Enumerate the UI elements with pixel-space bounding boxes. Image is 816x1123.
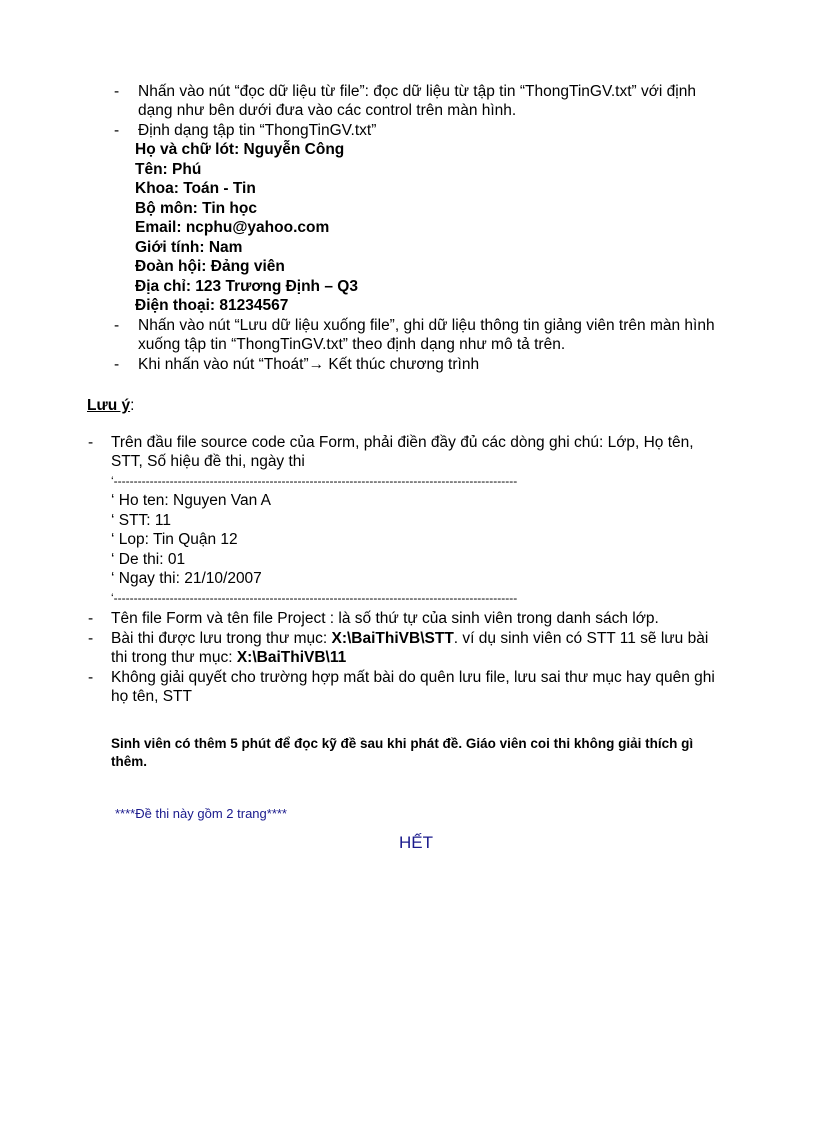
bullet: - bbox=[114, 317, 120, 334]
format-line: Đoàn hội: Đảng viên bbox=[135, 258, 285, 275]
note-item3-line1 bbox=[111, 629, 708, 649]
bullet: - bbox=[88, 434, 94, 451]
item-exit: Khi nhấn vào nút “Thoát”→ Kết thúc chương trình bbox=[138, 356, 480, 373]
format-line: Tên: Phú bbox=[135, 161, 202, 178]
item-save-file-line2: xuống tập tin “ThongTinGV.txt” theo định dạng như mô tả trên. bbox=[138, 336, 566, 353]
format-line: Họ và chữ lót: Nguyễn Công bbox=[135, 141, 345, 158]
bullet: - bbox=[88, 630, 94, 647]
instruction-line2: thêm. bbox=[111, 754, 148, 769]
bullet: - bbox=[88, 669, 94, 686]
comment-line: ‘ STT: 11 bbox=[111, 512, 172, 529]
instruction-line1: Sinh viên có thêm 5 phút để đọc kỹ đề sau khi phát đề. Giáo viên coi thi không giải thích gì bbox=[111, 736, 694, 751]
note-heading-text: Lưu ý bbox=[87, 397, 131, 414]
item-save-file-line1: Nhấn vào nút “Lưu dữ liệu xuống file”, ghi dữ liệu thông tin giảng viên trên màn hình bbox=[138, 317, 715, 334]
note-item3-line2 bbox=[111, 648, 346, 668]
item-file-format: Định dạng tập tin “ThongTinGV.txt” bbox=[138, 122, 377, 139]
comment-line: ‘ Lop: Tin Quận 12 bbox=[111, 531, 238, 548]
bullet: - bbox=[88, 610, 94, 627]
item-read-file-line1: Nhấn vào nút “đọc dữ liệu từ file”: đọc dữ liệu từ tập tin “ThongTinGV.txt” với định bbox=[138, 83, 696, 100]
note-item2: Tên file Form và tên file Project : là số thứ tự của sinh viên trong danh sách lớp. bbox=[111, 610, 659, 627]
folder-path: X:\BaiThiVB\STT bbox=[331, 630, 454, 647]
bullet: - bbox=[114, 83, 120, 100]
end-marker: HẾT bbox=[399, 833, 433, 852]
page-count-note: ****Đề thi này gồm 2 trang**** bbox=[115, 806, 287, 821]
format-line: Địa chỉ: 123 Trương Định – Q3 bbox=[135, 278, 358, 295]
note-heading-colon: : bbox=[130, 397, 135, 414]
bullet: - bbox=[114, 356, 120, 373]
comment-separator: ‘----------------------------------------------------------------------------------------------------- bbox=[111, 475, 518, 487]
note-item3-text: . ví dụ sinh viên có STT 11 sẽ lưu bài bbox=[453, 630, 709, 647]
note-heading bbox=[87, 396, 134, 416]
note-item1-line2: STT, Số hiệu đề thi, ngày thi bbox=[111, 453, 305, 470]
format-line: Bộ môn: Tin học bbox=[135, 200, 257, 217]
note-item3-text: thi trong thư mục: bbox=[111, 649, 237, 666]
comment-line: ‘ De thi: 01 bbox=[111, 551, 186, 568]
note-item4-line2: họ tên, STT bbox=[111, 688, 192, 705]
format-line: Email: ncphu@yahoo.com bbox=[135, 219, 330, 236]
note-item1-line1: Trên đầu file source code của Form, phải điền đầy đủ các dòng ghi chú: Lớp, Họ tên, bbox=[111, 434, 694, 451]
format-line: Giới tính: Nam bbox=[135, 239, 243, 256]
bullet: - bbox=[114, 122, 120, 139]
item-read-file-line2: dạng như bên dưới đưa vào các control trên màn hình. bbox=[138, 102, 517, 119]
folder-path: X:\BaiThiVB\11 bbox=[236, 649, 347, 666]
format-line: Điện thoại: 81234567 bbox=[135, 297, 289, 314]
comment-line: ‘ Ho ten: Nguyen Van A bbox=[111, 492, 271, 509]
comment-line: ‘ Ngay thi: 21/10/2007 bbox=[111, 570, 262, 587]
comment-separator: ‘----------------------------------------------------------------------------------------------------- bbox=[111, 592, 518, 604]
note-item3-text: Bài thi được lưu trong thư mục: bbox=[111, 630, 332, 647]
note-item4-line1: Không giải quyết cho trường hợp mất bài do quên lưu file, lưu sai thư mục hay quên ghi bbox=[111, 669, 715, 686]
format-line: Khoa: Toán - Tin bbox=[135, 180, 256, 197]
